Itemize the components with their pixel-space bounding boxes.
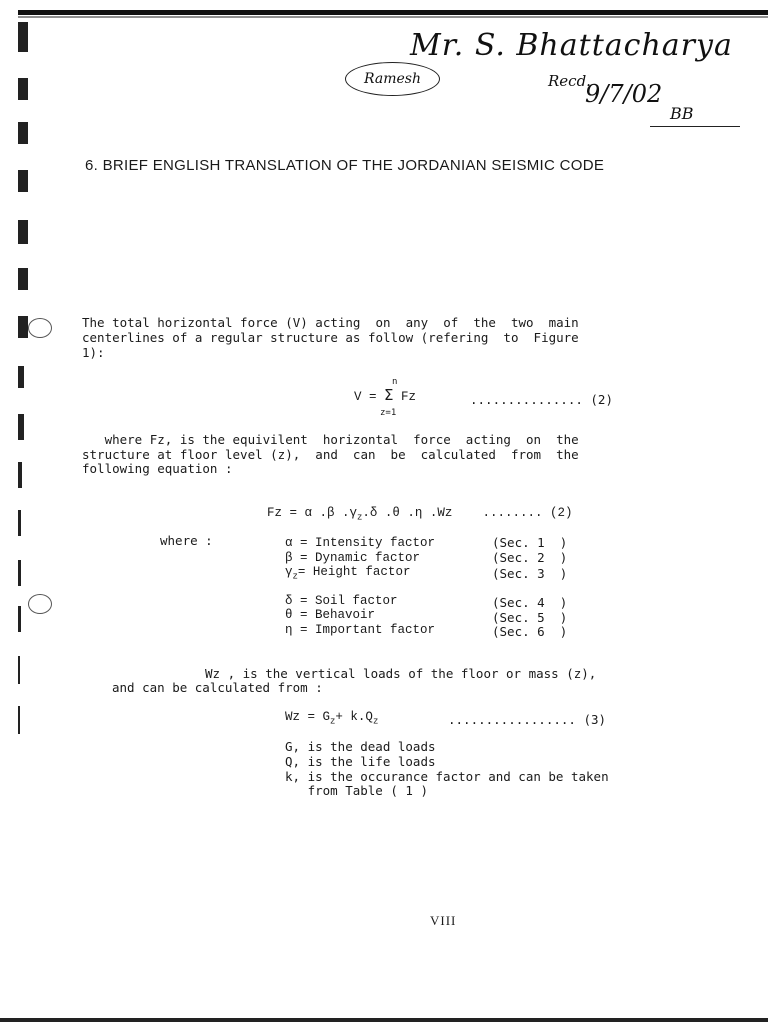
equation-fz [267,506,572,525]
intro-line: centerlines of a regular structure as follow (refering to Figure [82,330,579,345]
binder-hole-mark [18,122,28,144]
binder-hole-mark [18,510,21,536]
signature-underline [650,126,740,127]
binder-hole-mark [18,414,24,440]
equation-fz-subscript: z [357,512,363,523]
factor-text: = Behavoir [292,608,376,622]
binder-hole-mark [18,22,28,52]
binder-hole-mark [18,268,28,290]
binder-hole-mark [18,560,21,586]
factor-text: = Dynamic factor [292,551,421,565]
factor-section: (Sec. 3 ) [492,566,568,581]
factor-row [285,594,398,608]
definition-line: from Table ( 1 ) [285,783,428,798]
handwritten-initials: BB [670,104,694,123]
sigma-symbol: Σ [384,386,394,404]
factor-symbol: θ [285,608,293,622]
punch-hole [28,594,52,614]
factor-symbol: δ [285,594,293,608]
factor-row [285,623,435,637]
factor-section: (Sec. 6 ) [492,624,568,639]
wz-description-line: and can be calculated from : [112,680,323,695]
page-number: VIII [430,913,457,928]
fz-description-line: where Fz, is the equivilent horizontal force acting on the [82,432,579,447]
factor-row [285,551,420,565]
section-heading: 6. BRIEF ENGLISH TRANSLATION OF THE JORDANIAN SEISMIC CODE [85,157,605,174]
definition-line: G, is the dead loads [285,739,436,754]
handwritten-recd: Recd. [548,72,591,90]
scan-top-edge-shadow [18,16,768,18]
wz-description-line: Wz , is the vertical loads of the floor or mass (z), [205,666,597,681]
binder-hole-mark [18,462,22,488]
scan-bottom-edge [0,1018,768,1022]
equation-wz-subscript: z [330,716,336,727]
binder-hole-mark [18,656,20,684]
factor-section: (Sec. 1 ) [492,535,568,550]
binder-hole-mark [18,366,24,388]
factor-symbol: β [285,551,293,565]
definition-line: Q, is the life loads [285,754,436,769]
equation-v [354,388,416,404]
factor-symbol: γ [285,565,293,579]
fz-description-line: structure at floor level (z), and can be calculated from the [82,447,579,462]
binder-hole-mark [18,78,28,100]
equation-fz-text: Fz = α .β .γ [267,506,358,520]
equation-v-rhs: Fz [393,390,417,404]
factor-text: = Important factor [292,623,436,637]
factor-subscript: z [292,571,298,582]
factor-symbol: α [285,536,293,550]
factor-text: = Soil factor [292,594,398,608]
scan-top-edge [18,10,768,15]
sum-upper-limit: n [392,377,398,387]
factors-label: where : [160,533,213,548]
equation-v-number: ............... (2) [470,392,613,407]
intro-line: 1): [82,345,105,360]
sum-lower-limit: z=1 [380,408,397,418]
binder-hole-mark [18,606,21,632]
factor-section: (Sec. 4 ) [492,595,568,610]
factor-row [285,565,410,584]
intro-line: The total horizontal force (V) acting on any of the two main [82,315,579,330]
equation-wz [285,710,378,729]
handwritten-date: 9/7/02 [585,80,663,108]
equation-wz-subscript: z [372,716,379,727]
factor-text: = Intensity factor [292,536,436,550]
factor-section: (Sec. 2 ) [492,550,568,565]
binder-hole-mark [18,706,20,734]
fz-description-line: following equation : [82,461,233,476]
factor-row [285,536,435,550]
punch-hole [28,318,52,338]
binder-hole-mark [18,170,28,192]
definition-line: k, is the occurance factor and can be taken [285,769,609,784]
factor-row [285,608,375,622]
equation-v-lhs: V = [354,390,385,404]
binder-hole-mark [18,316,28,338]
factor-section: (Sec. 5 ) [492,610,568,625]
factor-text: = Height factor [297,565,411,579]
binder-hole-mark [18,220,28,244]
factor-symbol: η [285,623,293,637]
handwritten-circled-name: Ramesh [345,62,440,96]
equation-fz-rest: .δ .θ .η .Wz ........ (2) [362,506,573,520]
equation-wz-part: + k.Q [335,710,373,724]
handwritten-name: Mr. S. Bhattacharya [410,28,733,63]
equation-wz-number: ................. (3) [448,712,607,727]
equation-wz-part: Wz = G [285,710,331,724]
